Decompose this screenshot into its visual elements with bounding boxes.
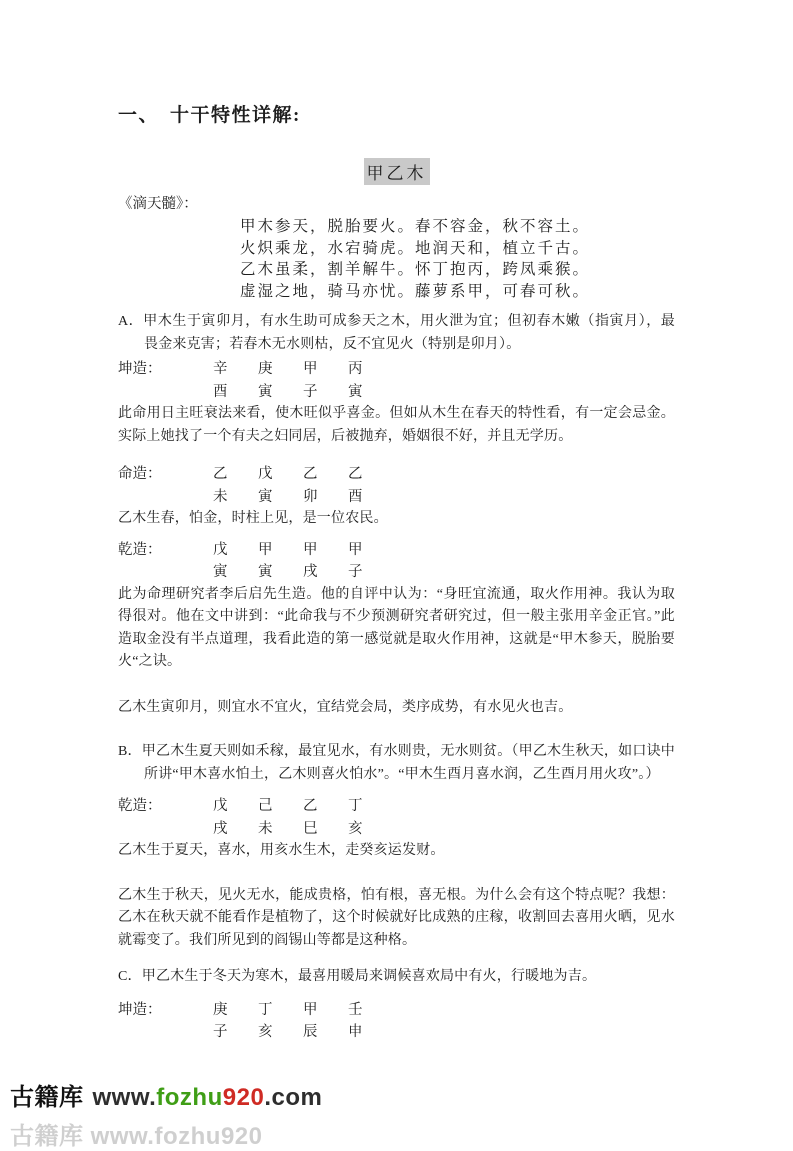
branches-row [118, 381, 675, 404]
heavenly-stem: 戊 [258, 466, 273, 482]
bazi-chart-3 [118, 539, 675, 584]
earthly-branch: 辰 [303, 1024, 318, 1040]
earthly-branch: 戌 [303, 564, 318, 580]
section-title-highlighted: 甲乙木 [364, 158, 430, 185]
heavenly-stem: 丁 [258, 1001, 273, 1018]
heavenly-stem: 乙 [213, 466, 228, 482]
verse-line: 火炽乘龙，水宕骑虎。地润天和，植立千古。 [240, 239, 591, 257]
branches-row [118, 818, 675, 841]
bazi-chart-1 [118, 358, 675, 403]
heavenly-stem: 甲 [303, 361, 318, 377]
heavenly-stem: 甲 [258, 541, 273, 558]
heavenly-stem: 甲 [348, 541, 363, 558]
earthly-branch: 卯 [303, 488, 318, 505]
list-marker: A． [118, 314, 144, 329]
heavenly-stem: 己 [258, 798, 273, 814]
earthly-branch: 申 [348, 1024, 363, 1040]
chart-type-label: 坤造： [118, 361, 162, 377]
chart-1-commentary: 此命用日主旺衰法来看，使木旺似乎喜金。但如从木生在春天的特性看，有一定会忌金。实际上她找了一个有夫之妇同居，后被抛弃，婚姻很不好，并且无学历。 [118, 406, 675, 444]
paragraph-b [118, 741, 675, 786]
stems-row [118, 539, 675, 562]
stems-row [118, 795, 675, 818]
chart-2-commentary: 乙木生春，怕金，时柱上见，是一位农民。 [118, 511, 388, 526]
bazi-chart-2 [118, 463, 675, 508]
watermark-url-green: fozhu [156, 1084, 223, 1111]
bazi-chart-5 [118, 999, 675, 1044]
heavenly-stem: 丁 [348, 798, 363, 814]
verse-line: 甲木参天，脱胎要火。春不容金，秋不容土。 [240, 218, 591, 235]
chart-type-label: 乾造： [118, 541, 162, 558]
earthly-branch: 寅 [348, 383, 363, 400]
watermark-ghost-sliver: 古籍库 www.fozhu920 [10, 1123, 263, 1150]
verse-line: 乙木虽柔，割羊解牛。怀丁抱丙，跨凤乘猴。 [240, 261, 591, 278]
chart-type-label: 乾造： [118, 798, 162, 814]
list-marker: C． [118, 969, 142, 984]
earthly-branch: 亥 [348, 820, 363, 837]
branches-row [118, 1021, 675, 1044]
paragraph-spring: 乙木生寅卯月，则宜水不宜火，宜结党会局，类序成势，有水见火也吉。 [118, 699, 573, 715]
paragraph-text: 甲乙木生夏天则如禾稼，最宜见水，有水则贵，无水则贫。（甲乙木生秋天，如口诀中所讲“甲木喜水怕土，乙木则喜火怕水”。“甲木生酉月喜水润，乙生酉月用火攻”。） [141, 744, 675, 782]
section-title-row [118, 158, 675, 185]
source-book-label: 《滴天髓》： [118, 196, 198, 212]
earthly-branch: 戌 [213, 820, 228, 837]
earthly-branch: 子 [303, 383, 318, 400]
heavenly-stem: 戊 [213, 798, 228, 814]
earthly-branch: 子 [213, 1024, 228, 1040]
watermark-url-tld: .com [264, 1084, 323, 1111]
earthly-branch: 未 [258, 820, 273, 837]
chart-4-commentary: 乙木生于夏天，喜水，用亥水生木，走癸亥运发财。 [118, 843, 445, 858]
paragraph-text: 甲乙木生于冬天为寒木，最喜用暖局来调候喜欢局中有火，行暖地为吉。 [141, 969, 597, 984]
heavenly-stem: 乙 [303, 466, 318, 482]
document-page [118, 100, 675, 1044]
chart-type-label: 坤造： [118, 1001, 162, 1018]
classic-verse [240, 216, 675, 302]
earthly-branch: 亥 [258, 1024, 273, 1040]
verse-line: 虚湿之地，骑马亦忧。藤萝系甲，可春可秋。 [240, 282, 591, 300]
heavenly-stem: 丙 [348, 361, 363, 377]
list-marker: B． [118, 744, 142, 759]
earthly-branch: 寅 [213, 564, 228, 580]
earthly-branch: 寅 [258, 383, 273, 400]
heavenly-stem: 甲 [303, 1001, 318, 1018]
branches-row [118, 561, 675, 584]
watermark-library-name: 古籍库 [10, 1084, 84, 1111]
watermark [10, 1077, 322, 1112]
stems-row [118, 463, 675, 486]
earthly-branch: 酉 [348, 488, 363, 505]
heavenly-stem: 辛 [213, 361, 228, 377]
chart-type-label: 命造： [118, 466, 162, 482]
heavenly-stem: 乙 [348, 466, 363, 482]
earthly-branch: 巳 [303, 820, 318, 837]
watermark-url-www: www. [92, 1084, 157, 1111]
heavenly-stem: 庚 [213, 1001, 228, 1018]
earthly-branch: 寅 [258, 564, 273, 580]
heavenly-stem: 甲 [303, 541, 318, 558]
bazi-chart-4 [118, 795, 675, 840]
paragraph-autumn: 乙木生于秋天，见火无水，能成贵格，怕有根，喜无根。为什么会有这个特点呢？我想：乙木在秋天就不能看作是植物了，这个时候就好比成熟的庄稼，收割回去喜用火晒，见水就霉变了。我们所见到的阎锡山等都是这种格。 [118, 887, 675, 948]
heavenly-stem: 壬 [348, 1001, 363, 1018]
earthly-branch: 未 [213, 488, 228, 505]
paragraph-text: 甲木生于寅卯月，有水生助可成参天之木，用火泄为宜；但初春木嫩（指寅月），最畏金来克害；若春木无水则枯，反不宜见火（特别是卯月）。 [143, 314, 676, 352]
heavenly-stem: 庚 [258, 361, 273, 377]
heavenly-stem: 乙 [303, 798, 318, 814]
earthly-branch: 寅 [258, 488, 273, 505]
paragraph-c [118, 966, 675, 989]
stems-row [118, 999, 675, 1022]
earthly-branch: 子 [348, 564, 363, 580]
page-title: 一、 十干特性详解: [118, 105, 301, 126]
branches-row [118, 486, 675, 509]
stems-row [118, 358, 675, 381]
earthly-branch: 酉 [213, 383, 228, 400]
paragraph-a [118, 311, 675, 356]
heavenly-stem: 戊 [213, 541, 228, 558]
chart-3-commentary: 此为命理研究者李后启先生造。他的自评中认为：“身旺宜流通，取火作用神。我认为取得很对。他在文中讲到：“此命我与不少预测研究者研究过，但一般主张用辛金正官。”此造取金没有半点道理，我看此造的第一感觉就是取火作用神，这就是“甲木参天，脱胎要火“之诀。 [118, 586, 675, 669]
watermark-url-red: 920 [222, 1084, 265, 1111]
